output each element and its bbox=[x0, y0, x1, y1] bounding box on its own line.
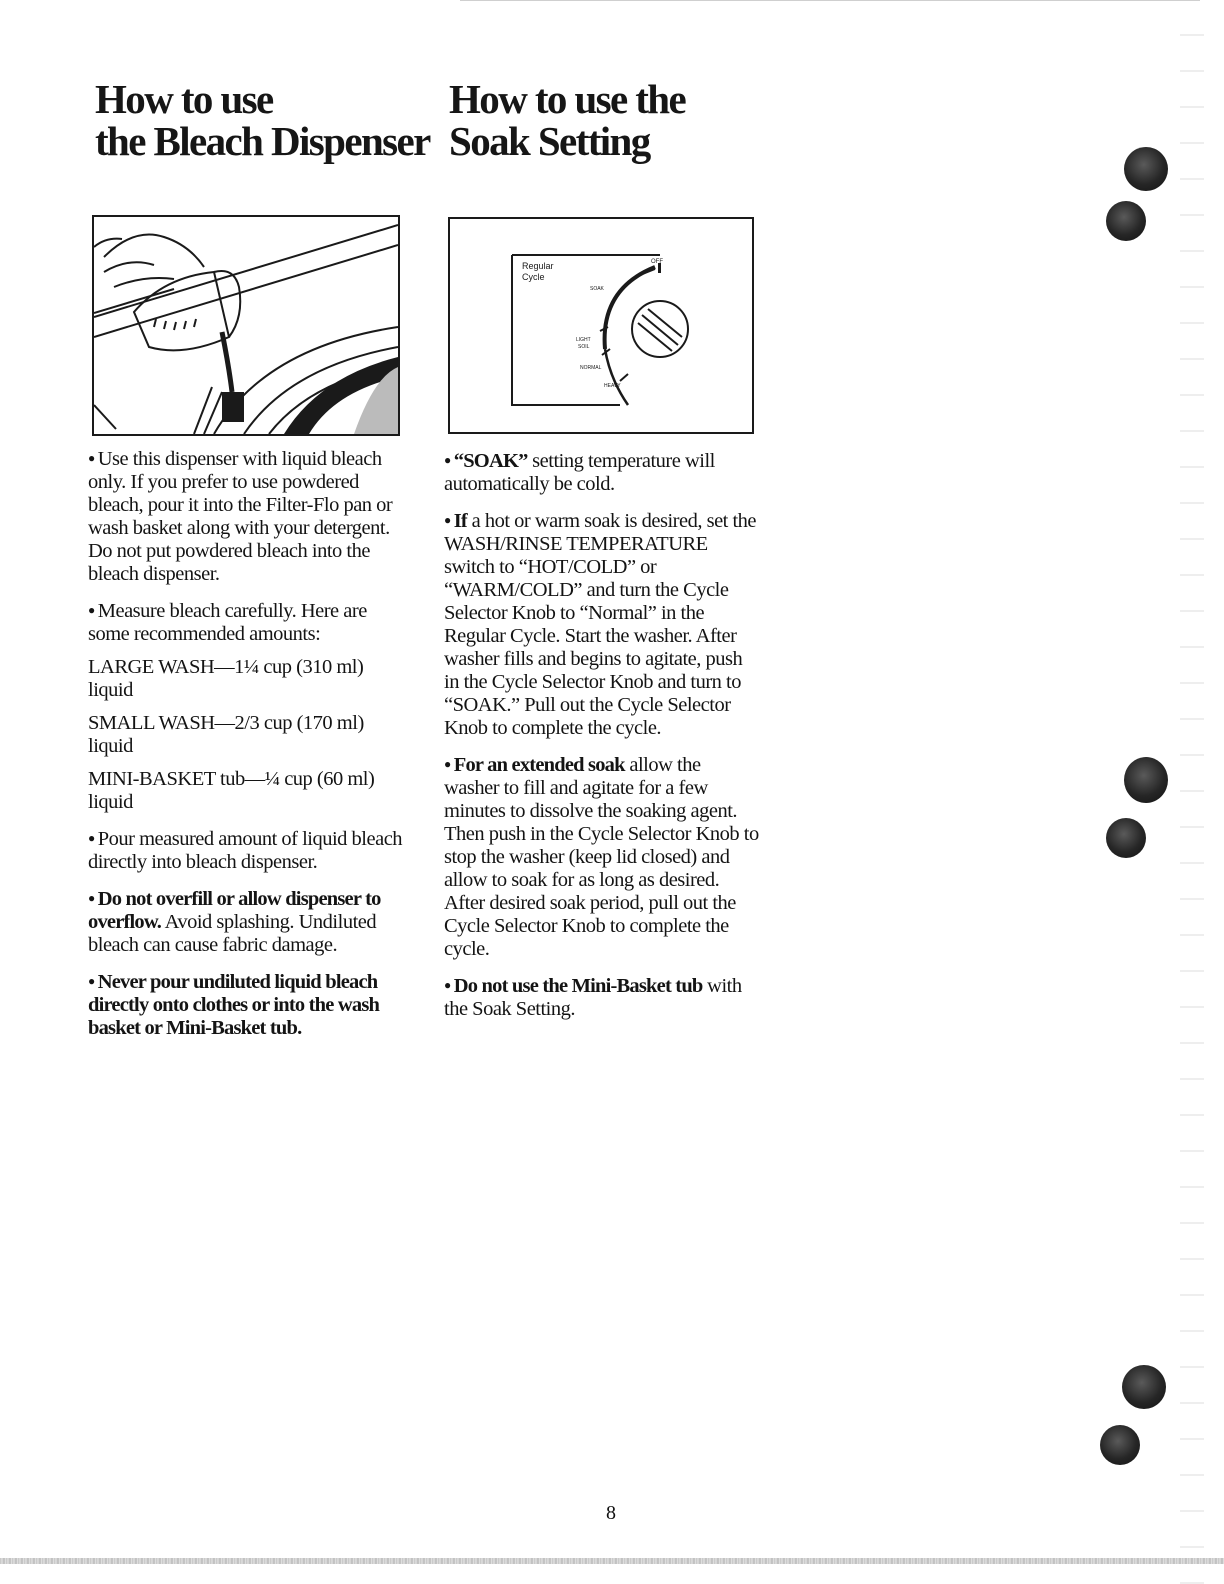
binder-hole-icon bbox=[1124, 757, 1168, 803]
paragraph-text: setting temperature will automatically be cold. bbox=[444, 450, 715, 495]
dial-cycle-label: Cycle bbox=[522, 272, 545, 282]
scan-edge-noise bbox=[1180, 0, 1204, 1584]
bullet-icon: ● bbox=[444, 453, 451, 467]
dial-heavy-label: HEAVY bbox=[604, 383, 621, 389]
dial-off-label: OFF bbox=[651, 259, 663, 265]
dial-normal-label: NORMAL bbox=[580, 365, 602, 371]
dial-light-label: LIGHT bbox=[576, 337, 591, 343]
soak-instructions bbox=[444, 449, 759, 1034]
instruction-paragraph bbox=[88, 599, 403, 646]
binder-hole-icon bbox=[1106, 201, 1146, 241]
bullet-icon: ● bbox=[444, 978, 451, 992]
binder-hole-icon bbox=[1122, 1365, 1166, 1409]
amount-mini-basket: MINI-BASKET tub—¼ cup (60 ml) liquid bbox=[88, 768, 375, 813]
bullet-icon: ● bbox=[88, 603, 95, 617]
instruction-paragraph bbox=[88, 887, 403, 957]
heading-line: How to use the bbox=[449, 76, 686, 122]
paragraph-text: Measure bleach carefully. Here are some recommended amounts: bbox=[88, 600, 367, 645]
binder-hole-icon bbox=[1124, 147, 1168, 191]
paragraph-text: Avoid splashing. Undiluted bleach can cause fabric damage. bbox=[88, 911, 377, 956]
instruction-paragraph bbox=[88, 827, 403, 874]
emphasis-text: For an extended soak bbox=[453, 754, 625, 776]
emphasis-text: If bbox=[453, 510, 467, 532]
bullet-icon: ● bbox=[88, 831, 95, 845]
dial-regular-label: Regular bbox=[522, 261, 554, 271]
scan-bottom-edge bbox=[0, 1558, 1224, 1564]
dial-soak-label: SOAK bbox=[590, 286, 604, 292]
amount-small-wash: SMALL WASH—2/3 cup (170 ml) liquid bbox=[88, 712, 364, 757]
instruction-paragraph bbox=[444, 509, 759, 740]
bleach-dispenser-heading bbox=[95, 78, 430, 162]
instruction-paragraph bbox=[444, 974, 759, 1021]
binder-hole-icon bbox=[1100, 1425, 1140, 1465]
paragraph-text: Pour measured amount of liquid bleach directly into bleach dispenser. bbox=[88, 828, 403, 873]
bleach-pouring-illustration bbox=[92, 215, 400, 436]
bullet-icon: ● bbox=[444, 513, 451, 527]
warning-text: Never pour undiluted liquid bleach directly onto clothes or into the wash basket or Mini-Basket tub. bbox=[88, 971, 380, 1039]
paragraph-text: a hot or warm soak is desired, set the WASH/RINSE TEMPERATURE switch to “HOT/COLD” or “WARM/COLD” and turn the Cycle Selector Knob to “Normal” in the Regular Cycle. Start the washer. After washer fills and begins to agitate, push in the Cycle Selector Knob and turn to “SOAK.” Pull out the Cycle Selector Knob to complete the cycle. bbox=[444, 510, 757, 739]
instruction-paragraph bbox=[88, 447, 403, 586]
bullet-icon: ● bbox=[88, 451, 95, 465]
binder-hole-icon bbox=[1106, 818, 1146, 858]
dial-soil-label: SOIL bbox=[578, 344, 590, 350]
soak-setting-heading bbox=[449, 78, 685, 162]
instruction-paragraph bbox=[444, 753, 759, 961]
warning-text: Do not use the Mini-Basket tub bbox=[453, 975, 703, 997]
paragraph-text: with the Soak Setting. bbox=[444, 975, 742, 1020]
scan-top-edge bbox=[460, 0, 1200, 1]
paragraph-text: Use this dispenser with liquid bleach only. If you prefer to use powdered bleach, pour it into the Filter-Flo pan or wash basket along with your detergent. Do not put powdered bleach into the bleach dispenser. bbox=[88, 448, 393, 585]
emphasis-text: “SOAK” bbox=[453, 450, 528, 472]
amount-large-wash: LARGE WASH—1¼ cup (310 ml) liquid bbox=[88, 656, 364, 701]
bullet-icon: ● bbox=[88, 974, 95, 988]
instruction-paragraph bbox=[88, 970, 403, 1040]
heading-line: Soak Setting bbox=[449, 118, 650, 164]
bleach-instructions bbox=[88, 447, 403, 1053]
warning-text: Do not overfill or allow dispenser to overflow. bbox=[88, 888, 381, 933]
dial-drawing bbox=[450, 219, 752, 432]
instruction-paragraph bbox=[444, 449, 759, 496]
bleach-illustration-drawing bbox=[94, 217, 398, 434]
heading-line: How to use bbox=[95, 76, 273, 122]
page-number: 8 bbox=[606, 1502, 616, 1524]
bullet-icon: ● bbox=[444, 757, 451, 771]
heading-line: the Bleach Dispenser bbox=[95, 118, 430, 164]
paragraph-text: allow the washer to fill and agitate for a few minutes to dissolve the soaking agent. Then push in the Cycle Selector Knob to stop the washer (keep lid closed) and allow to soak for as long as desired. After desired soak period, pull out the Cycle Selector Knob to complete the cycle. bbox=[444, 754, 759, 960]
cycle-selector-dial-illustration bbox=[448, 217, 754, 434]
bullet-icon: ● bbox=[88, 891, 95, 905]
